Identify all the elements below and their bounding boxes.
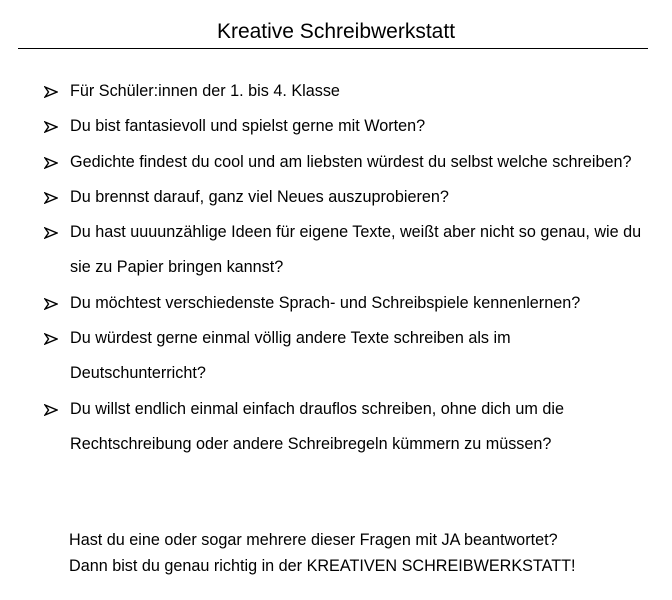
list-item-text: Gedichte findest du cool und am liebsten würdest du selbst welche schreiben? xyxy=(70,152,632,171)
arrowhead-bullet-icon xyxy=(44,121,58,133)
list-item xyxy=(44,109,644,144)
list-item-text: Du hast uuuunzählige Ideen für eigene Texte, weißt aber nicht so genau, wie du sie zu Papier bringen kannst? xyxy=(70,223,642,277)
list-item xyxy=(44,180,644,215)
list-item xyxy=(44,392,644,463)
page-title: Kreative Schreibwerkstatt xyxy=(216,20,456,43)
arrowhead-bullet-icon xyxy=(44,86,58,98)
list-item-text: Du willst endlich einmal einfach drauflos schreiben, ohne dich um die Rechtschreibung oder andere Schreibregeln kümmern zu müssen? xyxy=(70,399,564,453)
list-item-text: Du würdest gerne einmal völlig andere Texte schreiben als im Deutschunterricht? xyxy=(70,329,511,383)
closing-line-2: Dann bist du genau richtig in der KREATIVEN SCHREIBWERKSTATT! xyxy=(69,557,576,575)
question-list xyxy=(44,74,644,462)
list-item-text: Du brennst darauf, ganz viel Neues auszuprobieren? xyxy=(70,187,449,206)
arrowhead-bullet-icon xyxy=(44,298,58,310)
arrowhead-bullet-icon xyxy=(44,227,58,239)
list-item xyxy=(44,74,644,109)
closing-line-1: Hast du eine oder sogar mehrere dieser Fragen mit JA beantwortet? xyxy=(69,531,558,549)
closing-paragraph xyxy=(69,527,659,579)
list-item-text: Du bist fantasievoll und spielst gerne mit Worten? xyxy=(70,117,426,136)
list-item xyxy=(44,321,644,392)
title-divider xyxy=(18,48,648,49)
arrowhead-bullet-icon xyxy=(44,192,58,204)
arrowhead-bullet-icon xyxy=(44,404,58,416)
list-item-text: Für Schüler:innen der 1. bis 4. Klasse xyxy=(70,82,340,100)
list-item xyxy=(44,145,644,180)
list-item-text: Du möchtest verschiedenste Sprach- und Schreibspiele kennenlernen? xyxy=(70,293,581,312)
arrowhead-bullet-icon xyxy=(44,333,58,345)
list-item xyxy=(44,215,644,286)
list-item xyxy=(44,286,644,321)
arrowhead-bullet-icon xyxy=(44,157,58,169)
